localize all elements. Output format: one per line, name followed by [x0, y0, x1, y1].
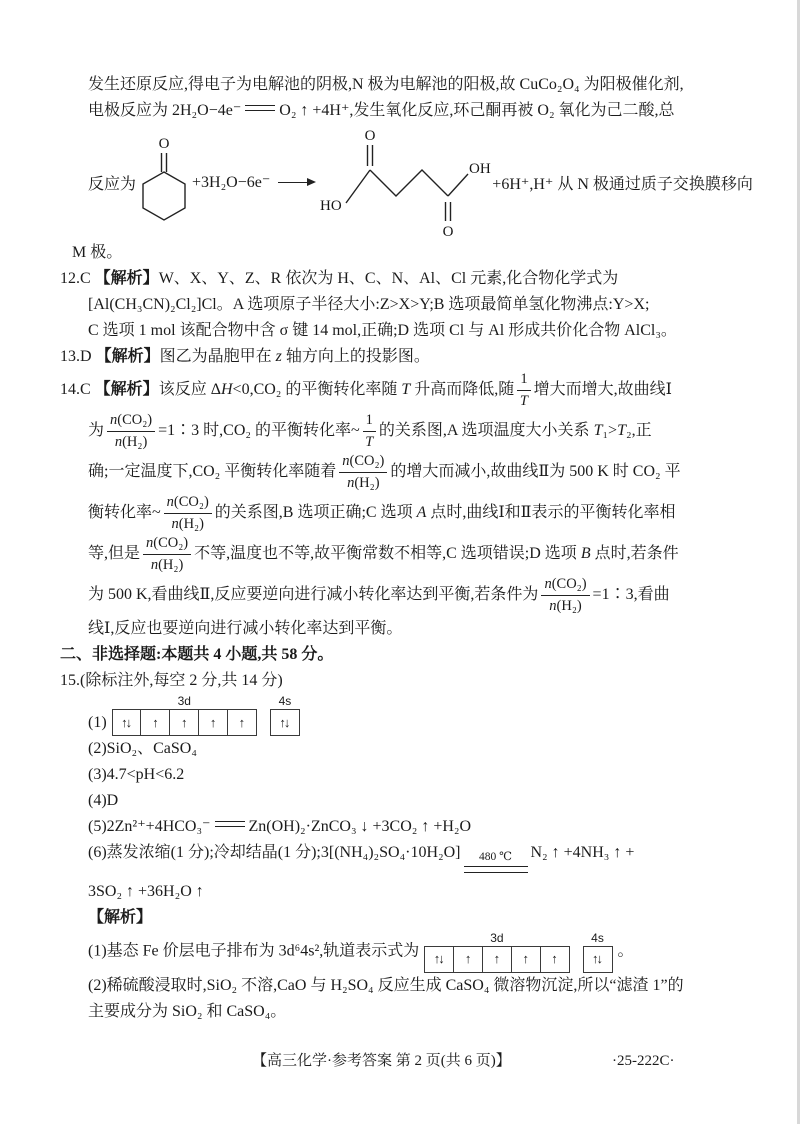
answer-content: [60, 72, 753, 1025]
section-2-header: 二、非选择题:本题共 4 小题,共 58 分。: [60, 646, 334, 663]
orbital-diagram-analysis: [424, 931, 612, 973]
footer-paper-code: ·25-222C·: [612, 1053, 675, 1069]
orbital-cell: ↑: [482, 946, 512, 973]
orbital-cell: ↑↓: [424, 946, 454, 973]
q14-line-7: 线Ⅰ,反应也要逆向进行减小转化率达到平衡。: [88, 620, 403, 637]
acid-oxygen-top-label: O: [364, 128, 376, 144]
scheme-reagents: +3H₂O−6e⁻: [192, 172, 318, 192]
q15-head: 15.(除标注外,每空 2 分,共 14 分): [60, 672, 283, 689]
acid-ho-label: HO: [320, 198, 342, 214]
q15-answer-1: [88, 694, 746, 736]
orbital-4s-label: 4s: [591, 930, 604, 945]
q14-line-2: 为 $\frac{\text{n(CO₂)}}{\text{n(H₂)}}$ =1∶3 时,CO₂ 的平衡转化率~ $\frac{1}{T}$ 的关系图,A 选项温度大小关系 T₁>T₂,正: [88, 412, 652, 450]
q15-answer-5: (5)2Zn²⁺+4HCO₃⁻ Zn(OH)₂·ZnCO₃ ↓ +3CO₂ ↑ +H₂O: [88, 818, 472, 835]
orbital-diagram-answer: [112, 694, 300, 736]
acid-oh-label: OH: [469, 161, 491, 177]
q12-line-3: C 选项 1 mol 该配合物中含 σ 键 14 mol,正确;D 选项 Cl 与 Al 形成共价化合物 AlCl₃。: [88, 322, 677, 339]
orbital-cell: ↑↓: [583, 946, 613, 973]
q14-line-5: 等,但是 $\frac{\text{n(CO₂)}}{\text{n(H₂)}}$ 不等,温度也不等,故平衡常数不相等,C 选项错误;D 选项 B 点时,若条件: [88, 535, 679, 573]
q12-line-1: 12.C 【解析】W、X、Y、Z、R 依次为 H、C、N、Al、Cl 元素,化合物化学式为: [60, 270, 619, 287]
scheme-prefix: 反应为: [88, 175, 137, 193]
orbital-3d-label: 3d: [177, 694, 191, 708]
analysis-1-text: (1)基态 Fe 价层电子排布为 3d⁶4s²,轨道表示式为: [88, 942, 420, 960]
reaction-scheme: [88, 126, 753, 238]
q15-answer-2: (2)SiO₂、CaSO₄: [88, 740, 197, 757]
cyclohexanone-structure: [136, 134, 192, 230]
orbital-cell: ↑: [511, 946, 541, 973]
continuation-line-2: 电极反应为 2H₂O−4e⁻ O₂ ↑ +4H⁺,发生氧化反应,环己酮再被 O₂ 氧化为己二酸,总: [88, 102, 675, 119]
orbital-cell: ↑: [453, 946, 483, 973]
carbonyl-oxygen-label: O: [158, 136, 170, 152]
q15-analysis-2-line-1: (2)稀硫酸浸取时,SiO₂ 不溶,CaO 与 H₂SO₄ 反应生成 CaSO₄ 微溶物沉淀,所以“滤渣 1”的: [88, 976, 684, 994]
q15-answer-4: (4)D: [88, 792, 119, 809]
analysis-1-period: 。: [617, 942, 634, 960]
q15-answer-6-line-2: 3SO₂ ↑ +36H₂O ↑: [88, 882, 204, 900]
q14-line-1: 14.C 【解析】该反应 ΔH<0,CO₂ 的平衡转化率随 T 升高而降低,随 $\frac{1}{T}$ 增大而增大,故曲线Ⅰ: [60, 371, 672, 409]
acid-oxygen-bottom-label: O: [442, 224, 454, 238]
orbital-cell: ↑: [198, 709, 228, 736]
orbital-cell: ↑↓: [270, 709, 300, 736]
orbital-3d-label: 3d: [490, 930, 504, 945]
q14-line-6: 为 500 K,看曲线Ⅱ,反应要逆向进行减小转化率达到平衡,若条件为 $\frac{\text{n(CO₂)}}{\text{n(H₂)}}$ =1∶3,看曲: [88, 576, 670, 614]
q15-analysis-header: 【解析】: [88, 908, 153, 926]
q15-analysis-1: [88, 931, 746, 973]
continuation-line-1: 发生还原反应,得电子为电解池的阴极,N 极为电解池的阳极,故 CuCo₂O₄ 为阳极催化剂,: [88, 76, 684, 93]
q15-answer-3: (3)4.7<pH<6.2: [88, 766, 185, 783]
q12-line-2: [Al(CH₃CN)₂Cl₂]Cl。A 选项原子半径大小:Z>X>Y;B 选项最简单氢化物沸点:Y>X;: [88, 296, 650, 313]
adipic-acid-structure: [318, 126, 492, 238]
q15-answer-1-label: (1): [88, 714, 107, 731]
footer-page-info: 【高三化学·参考答案 第 2 页(共 6 页)】: [252, 1053, 511, 1069]
scheme-suffix: +6H⁺,H⁺ 从 N 极通过质子交换膜移向: [492, 175, 753, 193]
orbital-cell: ↑↓: [112, 709, 142, 736]
orbital-cell: ↑: [140, 709, 170, 736]
orbital-4s-label: 4s: [278, 694, 292, 708]
orbital-cell: ↑: [227, 709, 257, 736]
q15-analysis-2-line-2: 主要成分为 SiO₂ 和 CaSO₄。: [88, 1002, 287, 1020]
orbital-cell: ↑: [540, 946, 570, 973]
q13-line-1: 13.D 【解析】图乙为晶胞甲在 z 轴方向上的投影图。: [60, 348, 430, 365]
orbital-cell: ↑: [169, 709, 199, 736]
q14-line-3: 确;一定温度下,CO₂ 平衡转化率随着 $\frac{\text{n(CO₂)}}{\text{n(H₂)}}$ 的增大而减小,故曲线Ⅱ为 500 K 时 CO₂ 平: [88, 453, 681, 491]
scheme-tail-line: M 极。: [72, 244, 123, 261]
q14-line-4: 衡转化率~ $\frac{\text{n(CO₂)}}{\text{n(H₂)}}$ 的关系图,B 选项正确;C 选项 A 点时,曲线Ⅰ和Ⅱ表示的平衡转化率相: [88, 494, 676, 532]
q15-answer-6-line-1: (6)蒸发浓缩(1 分);冷却结晶(1 分);3[(NH₄)₂SO₄·10H₂O] 480 ℃ N₂ ↑ +4NH₃ ↑ +: [88, 840, 746, 879]
